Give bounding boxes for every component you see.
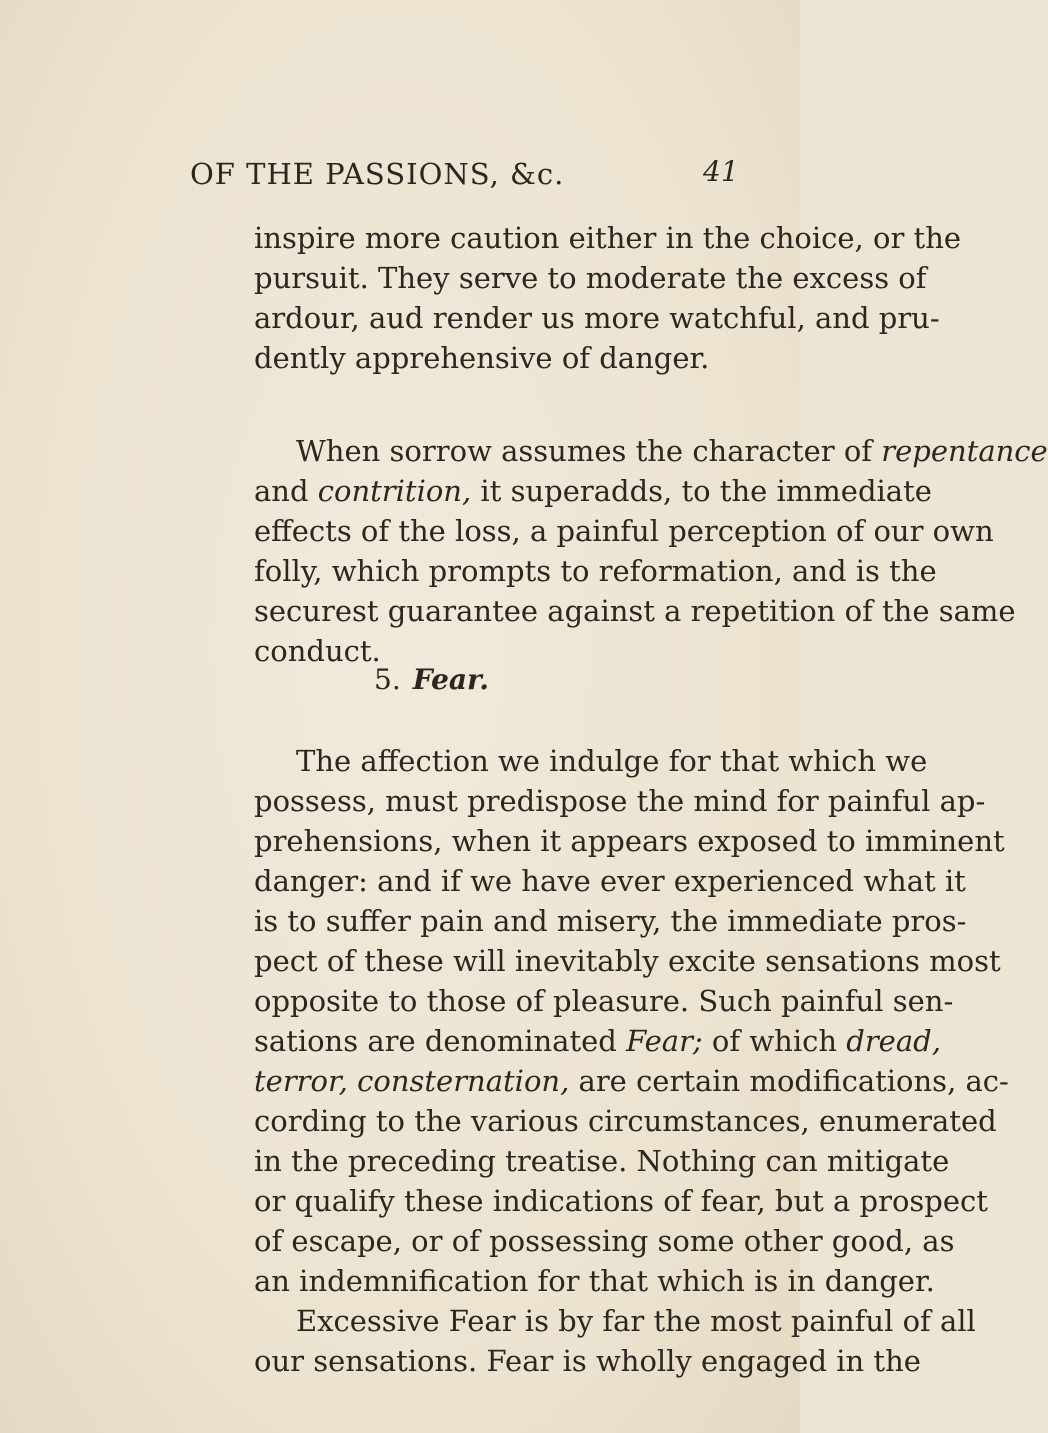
text-line: The affection we indulge for that which we [296,744,928,778]
italic-term: Fear; [626,1024,703,1058]
text-line: in the preceding treatise. Nothing can mitigate [254,1144,950,1178]
text-line: effects of the loss, a painful perception of our own [254,514,994,548]
text-span: it superadds, to the immediate [471,474,932,508]
section-heading [374,660,489,700]
text-line: danger: and if we have ever experienced what it [254,864,966,898]
text-line [254,471,932,511]
text-line: pursuit. They serve to moderate the excess of [254,261,927,295]
section-number: 5. [374,663,401,696]
italic-term: repentance [881,434,1048,468]
text-line: folly, which prompts to reformation, and is the [254,554,937,588]
running-title: OF THE PASSIONS, &c. [190,157,565,191]
italic-term: contrition, [317,474,472,508]
text-span: sations are denominated [254,1024,627,1058]
text-span: and [254,474,318,508]
text-line [254,1061,1009,1101]
text-line: inspire more caution either in the choice, or the [254,221,962,255]
text-line: securest guarantee against a repetition of the same [254,594,1016,628]
section-title: Fear. [412,663,489,696]
italic-term: dread, [846,1024,941,1058]
text-line: of escape, or of possessing some other good, as [254,1224,955,1258]
text-line [296,431,1048,471]
text-line: our sensations. Fear is wholly engaged in the [254,1344,921,1378]
text-line: pect of these will inevitably excite sensations most [254,944,1001,978]
text-span: of which [702,1024,847,1058]
text-span: When sorrow assumes the character of [296,434,882,468]
page-header [190,152,750,196]
text-line: is to suffer pain and misery, the immediate pros- [254,904,967,938]
text-line: possess, must predispose the mind for painful ap- [254,784,986,818]
text-line: ardour, aud render us more watchful, and pru- [254,301,940,335]
text-line: Excessive Fear is by far the most painful of all [296,1304,976,1338]
text-line: opposite to those of pleasure. Such painful sen- [254,984,954,1018]
book-page: OF THE PASSIONS, &c. 41 inspire more caution either in the choice, or the pursuit. They serve to moderate the excess of ardour, aud render us more watchful, and pru- dently apprehensive of danger. When sorrow assumes the character of repentance and contrition, it superadds, to the immediate effects of the loss, a painful perception of our own folly, which prompts to reformation, and is the securest guarantee against a repetition of the same conduct. 5. Fear. The affection we indulge for that which we possess, must predispose the mind for painful ap- prehensions, when it appears exposed to imminent danger: and if we have ever experienced what it is to suffer pain and misery, the immediate pros- pect of these will inevitably excite sensations most opposite to those of pleasure. Such painful sen- sations are denominated Fear; of which dread, terror, consternation, are certain modifications, ac- cording to the various circumstances, enumerated in the preceding treatise. Nothing can mitigate or qualify these indications of fear, but a prospect of escape, or of possessing some other good, as an indemnification for that which is in danger. Excessive Fear is by far the most painful of all our sensations. Fear is wholly engaged in the [0,0,800,1433]
text-line [254,1021,941,1061]
page-number: 41 [703,155,739,188]
text-span: are certain modifications, ac- [569,1064,1009,1098]
italic-term: terror, consternation, [254,1064,570,1098]
text-line: or qualify these indications of fear, but a prospect [254,1184,988,1218]
text-line: prehensions, when it appears exposed to imminent [254,824,1005,858]
text-line: cording to the various circumstances, enumerated [254,1104,997,1138]
